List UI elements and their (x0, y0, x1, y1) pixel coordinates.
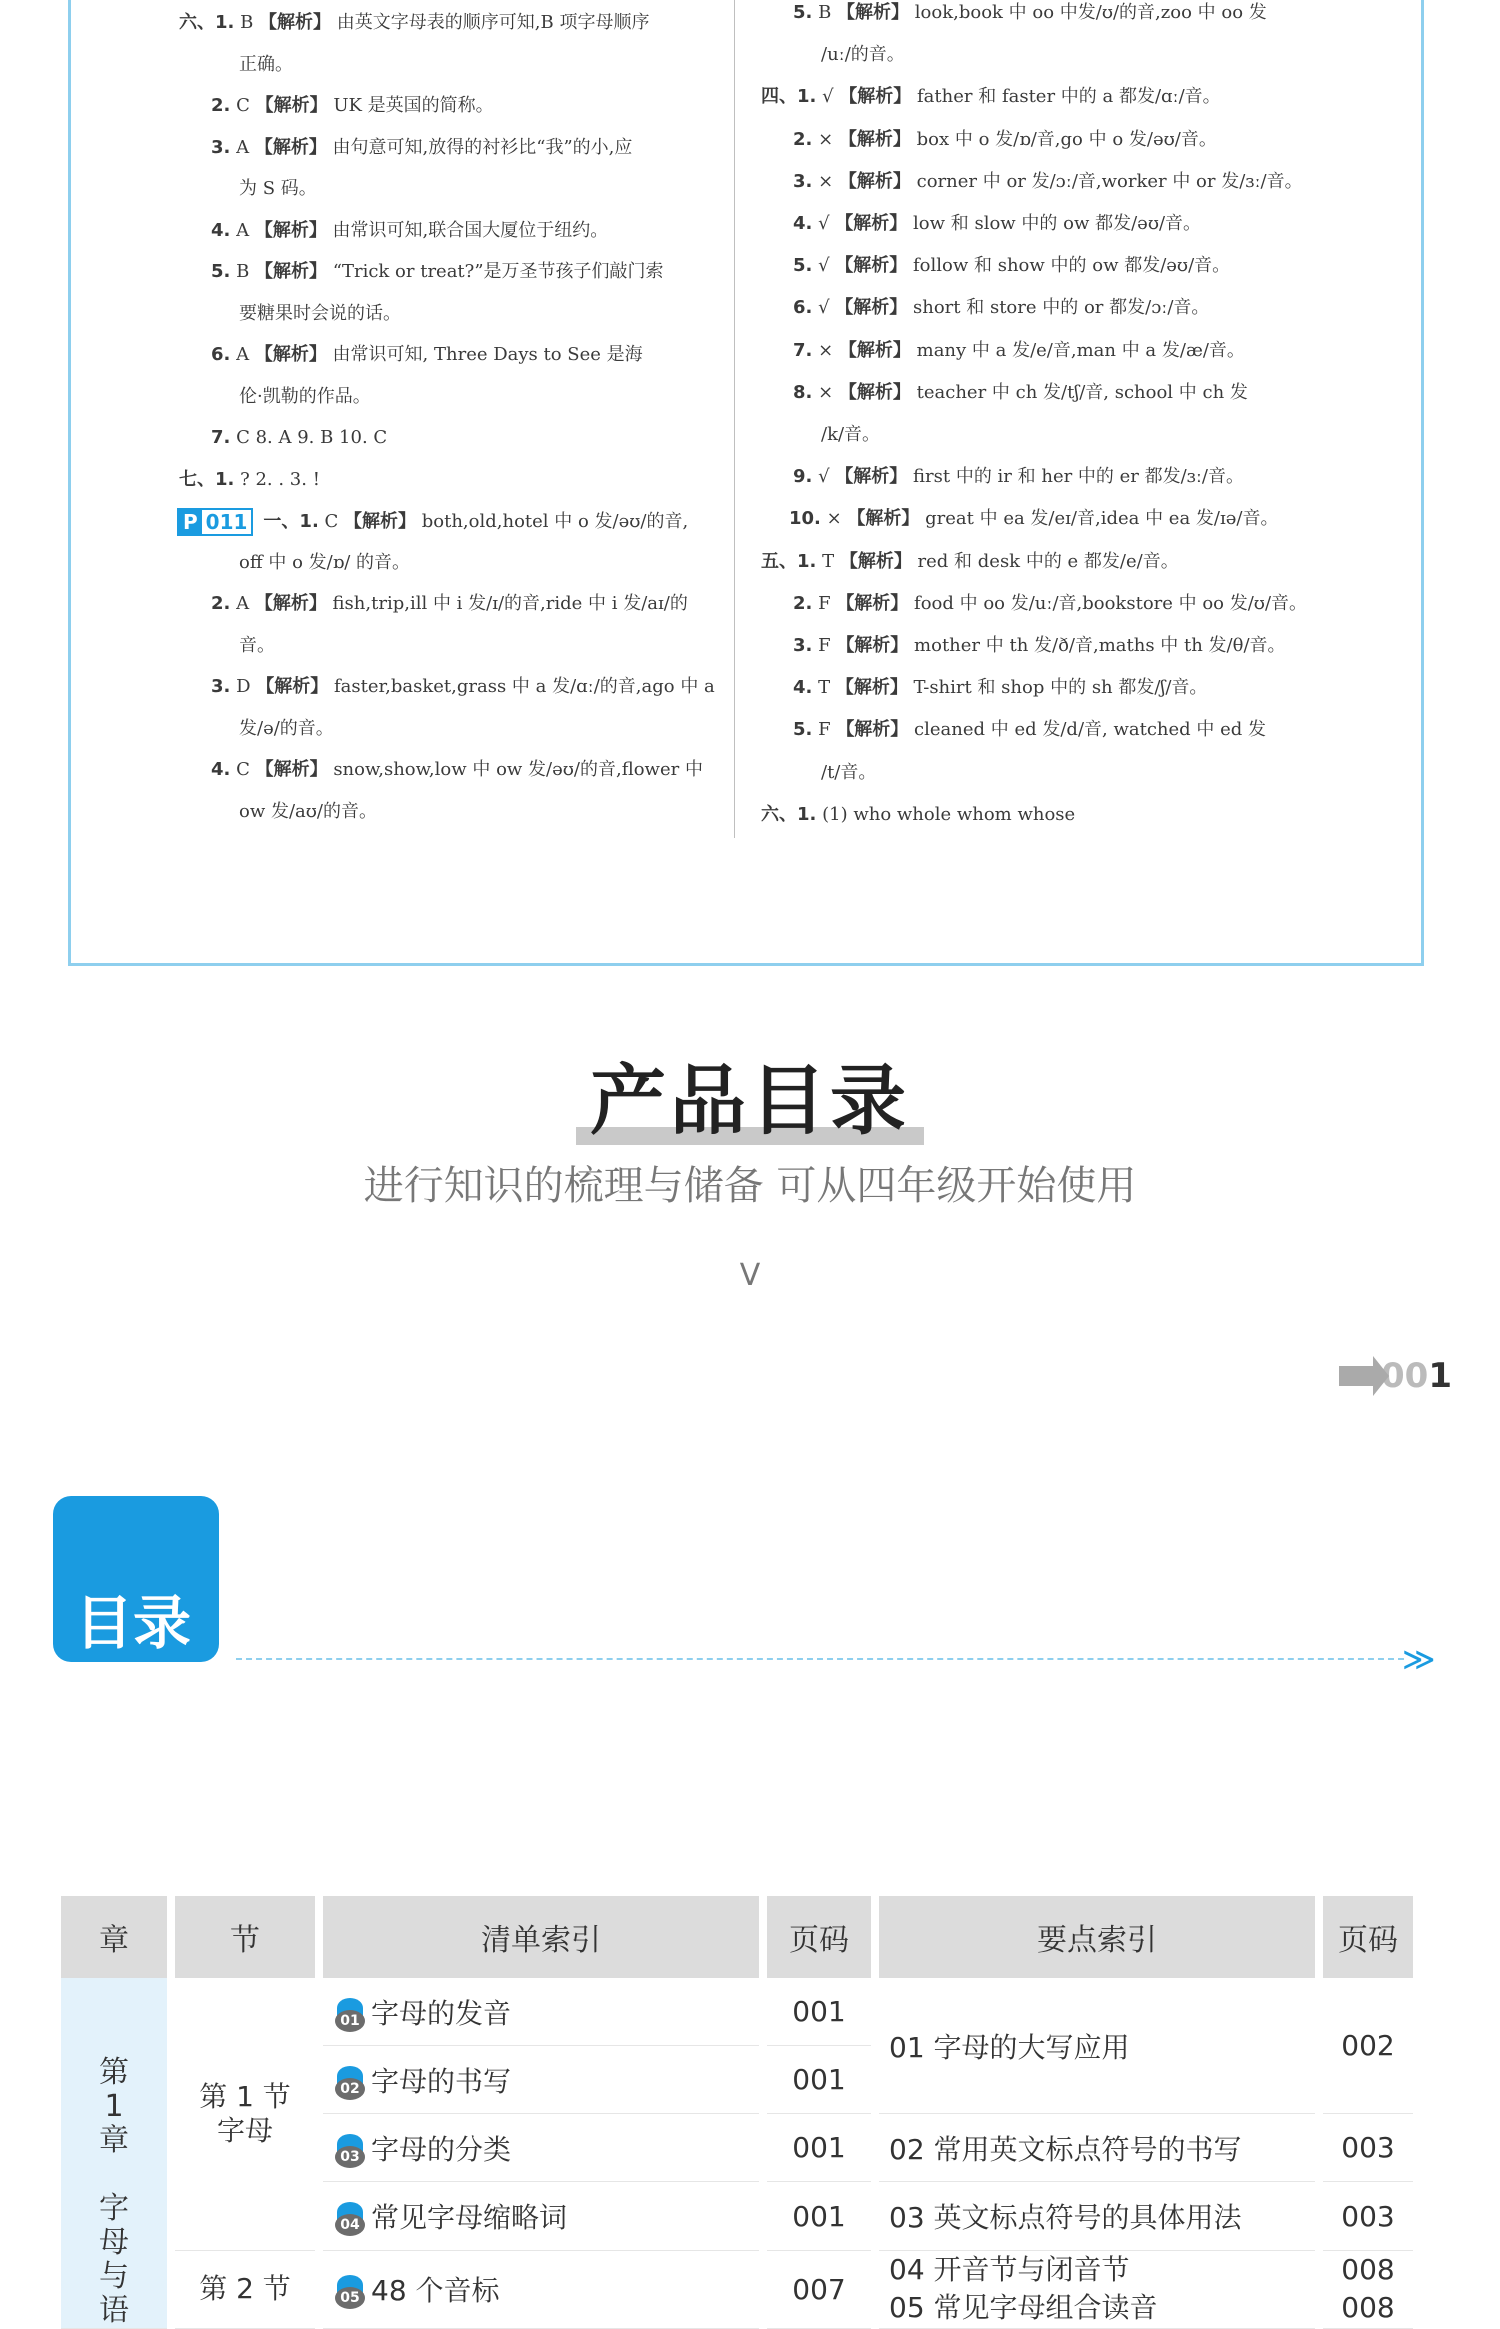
answer-line: 音。 (239, 634, 275, 656)
header-page-2: 页码 (1323, 1896, 1413, 1978)
answer-line: 2. A 【解析】 fish,trip,ill 中 i 发/ɪ/的音,ride 中 i 发/aɪ/的 (211, 593, 688, 614)
answer-line: off 中 o 发/ɒ/ 的音。 (239, 551, 410, 573)
list-index-item: 04 常见字母缩略词 (323, 2182, 759, 2250)
header-chapter: 章 (61, 1896, 167, 1978)
toc-row (61, 2251, 1413, 2329)
chevron-down-icon: V (739, 1258, 761, 1293)
page-number-prefix: 00 (1381, 1356, 1429, 1396)
header-page: 页码 (767, 1896, 871, 1978)
answer-line: 四、1. √ 【解析】 father 和 faster 中的 a 都发/ɑː/音。 (761, 86, 1221, 108)
list-index-page: 007 (767, 2251, 871, 2329)
answer-line: 2. F 【解析】 food 中 oo 发/uː/音,bookstore 中 oo 发/ʊ/音。 (793, 592, 1308, 614)
list-index-page: 001 (767, 2182, 871, 2250)
flame-number-icon: 04 (335, 2202, 365, 2236)
key-index-page: 002 (1323, 1978, 1413, 2114)
toc-table (53, 1896, 1421, 2329)
chapter-cell: 第 1 章 字 母 与 语 (61, 1978, 167, 2329)
section-subtitle: 进行知识的梳理与储备 可从四年级开始使用 (363, 1163, 1137, 1209)
answer-line: 六、1. (1) who whole whom whose (761, 803, 1076, 825)
flame-number-icon: 02 (335, 2066, 365, 2100)
answer-line: 6. A 【解析】 由常识可知, Three Days to See 是海 (211, 344, 643, 365)
header-list-index: 清单索引 (323, 1896, 759, 1978)
answer-line: 8. × 【解析】 teacher 中 ch 发/tʃ/音, school 中 ch 发 (793, 381, 1248, 403)
column-divider (734, 0, 735, 838)
answer-line: /k/音。 (821, 424, 881, 445)
header-section: 节 (175, 1896, 315, 1978)
answer-line: 4. A 【解析】 由常识可知,联合国大厦位于纽约。 (211, 219, 609, 241)
answer-line: 五、1. T 【解析】 red 和 desk 中的 e 都发/e/音。 (761, 550, 1179, 572)
toc-header-row (61, 1896, 1413, 1978)
answer-line: 六、1. B 【解析】 由英文字母表的顺序可知,B 项字母顺序 (179, 12, 650, 33)
key-index-page: 008 008 (1323, 2251, 1413, 2329)
section-cell: 第 2 节 (175, 2251, 315, 2329)
list-index-page: 001 (767, 2114, 871, 2182)
answer-line: 5. F 【解析】 cleaned 中 ed 发/d/音, watched 中 ed 发 (793, 719, 1267, 741)
flame-number-icon: 03 (335, 2134, 365, 2168)
answer-line: 5. √ 【解析】 follow 和 show 中的 ow 都发/əʊ/音。 (793, 255, 1231, 277)
double-chevron-right-icon: ≫ (1402, 1640, 1436, 1678)
answer-line: 9. √ 【解析】 first 中的 ir 和 her 中的 er 都发/ɜː/音。 (793, 466, 1244, 488)
answer-line: 伦·凯勒的作品。 (239, 385, 371, 407)
list-index-item: 05 48 个音标 (323, 2251, 759, 2329)
answer-line: /uː/的音。 (821, 44, 905, 66)
key-index-item: 01 字母的大写应用 (879, 1978, 1315, 2114)
answer-line: 要糖果时会说的话。 (239, 302, 401, 324)
answer-line: 正确。 (239, 53, 293, 75)
header-key-index: 要点索引 (879, 1896, 1315, 1978)
answer-line: 七、1. ? 2. . 3. ! (179, 468, 320, 490)
key-index-item: 04 开音节与闭音节 05 常见字母组合读音 (879, 2251, 1315, 2329)
arrow-right-icon (1339, 1366, 1373, 1386)
page-ref-badge: P 011 (177, 508, 253, 536)
answer-line: 3. F 【解析】 mother 中 th 发/ð/音,maths 中 th 发/θ/音。 (793, 635, 1286, 656)
list-index-item: 03 字母的分类 (323, 2114, 759, 2182)
answer-line: 3. D 【解析】 faster,basket,grass 中 a 发/ɑː/的音,ago 中 a (211, 676, 715, 697)
section-title: 产品目录 (590, 1040, 910, 1149)
answer-line: /t/音。 (821, 761, 877, 783)
key-index-page: 003 (1323, 2182, 1413, 2250)
answer-line: 2. C 【解析】 UK 是英国的简称。 (211, 95, 494, 116)
answer-key-panel (68, 0, 1424, 966)
flame-number-icon: 01 (335, 1998, 365, 2032)
answer-line: 10. × 【解析】 great 中 ea 发/eɪ/音,idea 中 ea 发/ɪə/音。 (789, 508, 1279, 530)
answer-line: P 011 一、1. C 【解析】 both,old,hotel 中 o 发/əʊ/的音, (177, 508, 688, 536)
answer-line: 4. √ 【解析】 low 和 slow 中的 ow 都发/əʊ/音。 (793, 213, 1202, 234)
toc-row (61, 1978, 1413, 2046)
section-heading (0, 1040, 1500, 1149)
answer-line: 2. × 【解析】 box 中 o 发/ɒ/音,go 中 o 发/əʊ/音。 (793, 128, 1217, 150)
answer-line: 4. T 【解析】 T-shirt 和 shop 中的 sh 都发/ʃ/音。 (793, 677, 1208, 699)
toc-label-box: 目录 (53, 1496, 219, 1662)
answer-line: 4. C 【解析】 snow,show,low 中 ow 发/əʊ/的音,flower 中 (211, 759, 703, 780)
section-cell: 第 1 节 字母 (175, 1978, 315, 2251)
answer-line: ow 发/aʊ/的音。 (239, 800, 377, 822)
answer-line: 7. C 8. A 9. B 10. C (211, 427, 388, 448)
list-index-item: 02 字母的书写 (323, 2046, 759, 2114)
answer-line: 为 S 码。 (239, 178, 317, 199)
key-index-page: 003 (1323, 2114, 1413, 2182)
answer-line: 6. √ 【解析】 short 和 store 中的 or 都发/ɔː/音。 (793, 297, 1210, 319)
flame-number-icon: 05 (335, 2275, 365, 2309)
list-index-page: 001 (767, 2046, 871, 2114)
answer-line: 发/ə/的音。 (239, 717, 334, 739)
list-index-page: 001 (767, 1978, 871, 2046)
answer-line: 5. B 【解析】 look,book 中 oo 中发/ʊ/的音,zoo 中 oo 发 (793, 2, 1267, 23)
key-index-item: 03 英文标点符号的具体用法 (879, 2182, 1315, 2250)
page-number-last: 1 (1428, 1356, 1452, 1396)
answer-line: 7. × 【解析】 many 中 a 发/e/音,man 中 a 发/æ/音。 (793, 339, 1245, 361)
key-index-item: 02 常用英文标点符号的书写 (879, 2114, 1315, 2182)
list-index-item: 01 字母的发音 (323, 1978, 759, 2046)
dashed-divider (236, 1658, 1404, 1660)
answer-line: 5. B 【解析】 “Trick or treat?”是万圣节孩子们敲门索 (211, 261, 664, 282)
answer-line: 3. × 【解析】 corner 中 or 发/ɔː/音,worker 中 or 发/ɜː/音。 (793, 170, 1303, 192)
answer-line: 3. A 【解析】 由句意可知,放得的衬衫比“我”的小,应 (211, 136, 633, 158)
page-number (1339, 1356, 1452, 1396)
